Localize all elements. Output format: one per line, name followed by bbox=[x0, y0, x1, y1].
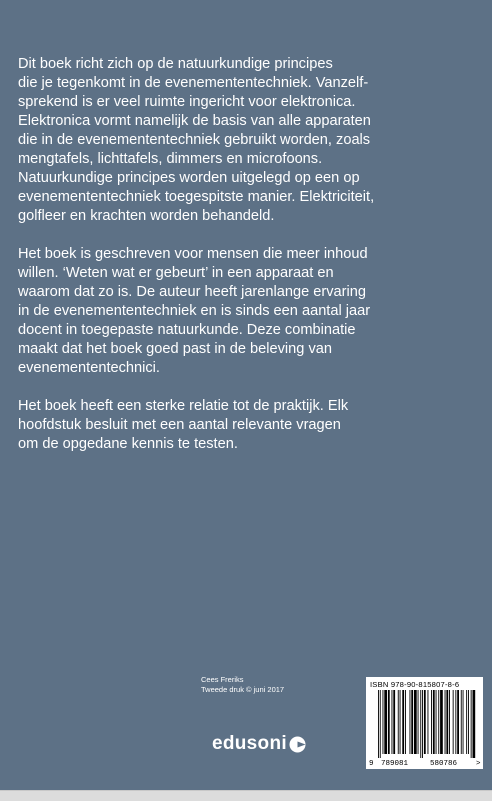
barcode-digits-group-2: 580786 bbox=[430, 760, 458, 768]
barcode-bar bbox=[433, 690, 435, 754]
barcode-bar bbox=[455, 690, 456, 754]
blurb-paragraph-3: Het boek heeft een sterke relatie tot de praktijk. Elk hoofdstuk besluit met een aantal relevante vragen om de opgedane kennis te testen. bbox=[18, 398, 349, 452]
barcode-bar bbox=[402, 690, 404, 754]
barcode-bar bbox=[449, 690, 450, 754]
barcode-bar bbox=[436, 690, 437, 754]
page-edge-strip bbox=[0, 790, 492, 801]
barcode-bar bbox=[378, 690, 379, 758]
barcode-bar bbox=[422, 690, 423, 758]
barcode-bar bbox=[445, 690, 446, 754]
isbn-label: ISBN 978-90-815807-8-6 bbox=[370, 680, 460, 689]
isbn-barcode bbox=[366, 677, 483, 769]
barcode-bar bbox=[400, 690, 401, 754]
barcode-bar bbox=[461, 690, 462, 754]
barcode-bar bbox=[453, 690, 454, 754]
barcode-bar bbox=[431, 690, 432, 754]
barcode-bar bbox=[440, 690, 443, 754]
barcode-digits-group-1: 789081 bbox=[381, 760, 409, 768]
publisher-logo-mark-icon bbox=[289, 736, 306, 753]
edition-note: Tweede druk © juni 2017 bbox=[201, 685, 285, 694]
barcode-bar bbox=[410, 690, 411, 754]
barcode-bar bbox=[414, 690, 417, 754]
barcode-digit-end: > bbox=[476, 760, 481, 768]
barcode-bar bbox=[468, 690, 469, 754]
barcode-bar bbox=[473, 690, 476, 758]
barcode-bar bbox=[393, 690, 395, 754]
barcode-bar bbox=[446, 690, 448, 754]
barcode-bar bbox=[471, 690, 472, 758]
barcode-bar bbox=[380, 690, 381, 758]
barcode-bar bbox=[411, 690, 413, 754]
barcode-bar bbox=[388, 690, 390, 754]
publisher-logo-text: edusoni bbox=[212, 733, 287, 754]
barcode-graphic bbox=[366, 677, 483, 769]
credits bbox=[201, 675, 284, 695]
barcode-bar bbox=[398, 690, 399, 754]
barcode-bar bbox=[392, 690, 393, 754]
barcode-bar bbox=[383, 690, 384, 754]
barcode-bar bbox=[466, 690, 467, 754]
barcode-bar bbox=[418, 690, 419, 754]
barcode-bar bbox=[428, 690, 429, 754]
barcode-bar bbox=[405, 690, 406, 754]
blurb-text bbox=[18, 55, 478, 473]
publisher-logo bbox=[212, 733, 306, 755]
blurb-paragraph-1: Dit boek richt zich op de natuurkundige principes die je tegenkomt in de evenemententechniek. Vanzelf- sprekend is er veel ruimte ingericht voor elektronica. Elektronica vormt namelijk de basis van alle apparaten die in de evenemententechniek gebruikt worden, zoals mengtafels, lichttafels, dimmers en microfoons. Natuurkundige principes worden uitgelegd op een op evenemententechniek toegespitste manier. Elektriciteit, golfleer en krachten worden behandeld. bbox=[18, 56, 375, 224]
barcode-bar bbox=[384, 690, 387, 754]
barcode-bar bbox=[463, 690, 464, 754]
barcode-bar bbox=[424, 690, 426, 754]
barcode-bar bbox=[420, 690, 421, 758]
barcode-digit-first: 9 bbox=[369, 760, 374, 768]
author-name: Cees Freriks bbox=[201, 675, 244, 684]
barcode-bar bbox=[438, 690, 439, 754]
blurb-paragraph-2: Het boek is geschreven voor mensen die meer inhoud willen. ‘Weten wat er gebeurt’ in een apparaat en waarom dat zo is. De auteur heeft jarenlange ervaring in de evenemententechniek en is sinds een aantal jaar docent in toegepaste natuurkunde. Deze combinatie maakt dat het boek goed past in de beleving van evenemententechnici. bbox=[18, 246, 371, 376]
barcode-bar bbox=[457, 690, 459, 754]
